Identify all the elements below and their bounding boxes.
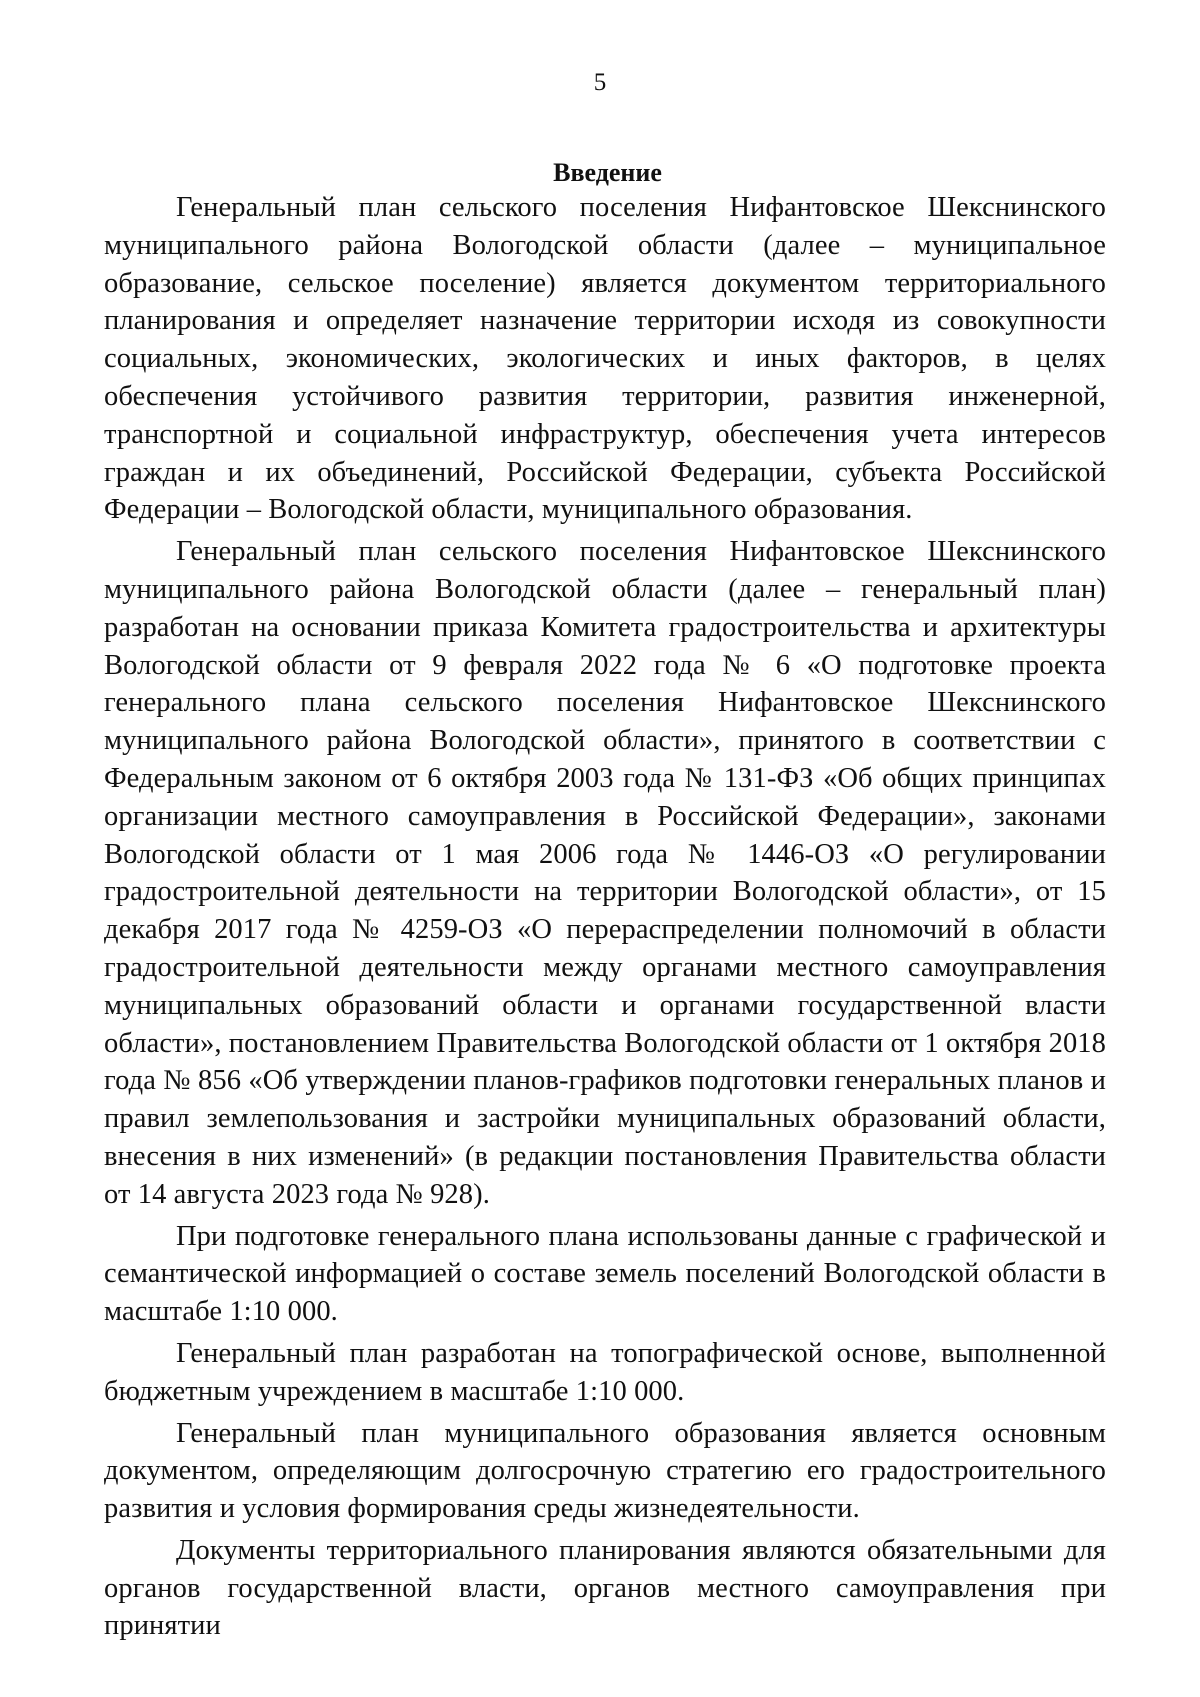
paragraph-topographic-base: Генеральный план разработан на топографической основе, выполненной бюджетным учреждением в масштабе 1:10 000. (104, 1337, 1106, 1407)
document-body (104, 189, 1106, 1645)
paragraph-source-data: При подготовке генерального плана использованы данные с графической и семантической информацией о составе земель поселений Вологодской области в масштабе 1:10 000. (104, 1220, 1106, 1328)
paragraph-obligatory: Документы территориального планирования являются обязательными для органов государственной власти, органов местного самоуправления при принятии (104, 1534, 1106, 1642)
paragraph-purpose: Генеральный план сельского поселения Нифантовское Шекснинского муниципального района Вологодской области (далее – муниципальное образование, сельское поселение) является документом территориального планирования и определяет назначение территории исходя из совокупности социальных, экономических, экологических и иных факторов, в целях обеспечения устойчивого развития территории, развития инженерной, транспортной и социальной инфраструктур, обеспечения учета интересов граждан и их объединений, Российской Федерации, субъекта Российской Федерации – Вологодской области, муниципального образования. (104, 192, 1106, 526)
paragraph-legal-basis: Генеральный план сельского поселения Нифантовское Шекснинского муниципального района Вологодской области (далее – генеральный план) разработан на основании приказа Комитета градостроительства и архитектуры Вологодской области от 9 февраля 2022 года № 6 «О подготовке проекта генерального плана сельского поселения Нифантовское Шекснинского муниципального района Вологодской области», принятого в соответствии с Федеральным законом от 6 октября 2003 года № 131-ФЗ «Об общих принципах организации местного самоуправления в Российской Федерации», законами Вологодской области от 1 мая 2006 года № 1446-ОЗ «О регулировании градостроительной деятельности на территории Вологодской области», от 15 декабря 2017 года № 4259-ОЗ «О перераспределении полномочий в области градостроительной деятельности между органами местного самоуправления муниципальных образований области и органами государственной власти области», постановлением Правительства Вологодской области от 1 октября 2018 года № 856 «Об утверждении планов-графиков подготовки генеральных планов и правил землепользования и застройки муниципальных образований области, внесения в них изменений» (в редакции постановления Правительства области от 14 августа 2023 года № 928). (104, 536, 1106, 1210)
page-number: 5 (593, 69, 607, 96)
section-heading: Введение (553, 158, 662, 187)
paragraph-main-document: Генеральный план муниципального образования является основным документом, определяющим долгосрочную стратегию его градостроительного развития и условия формирования среды жизнедеятельности. (104, 1417, 1106, 1525)
